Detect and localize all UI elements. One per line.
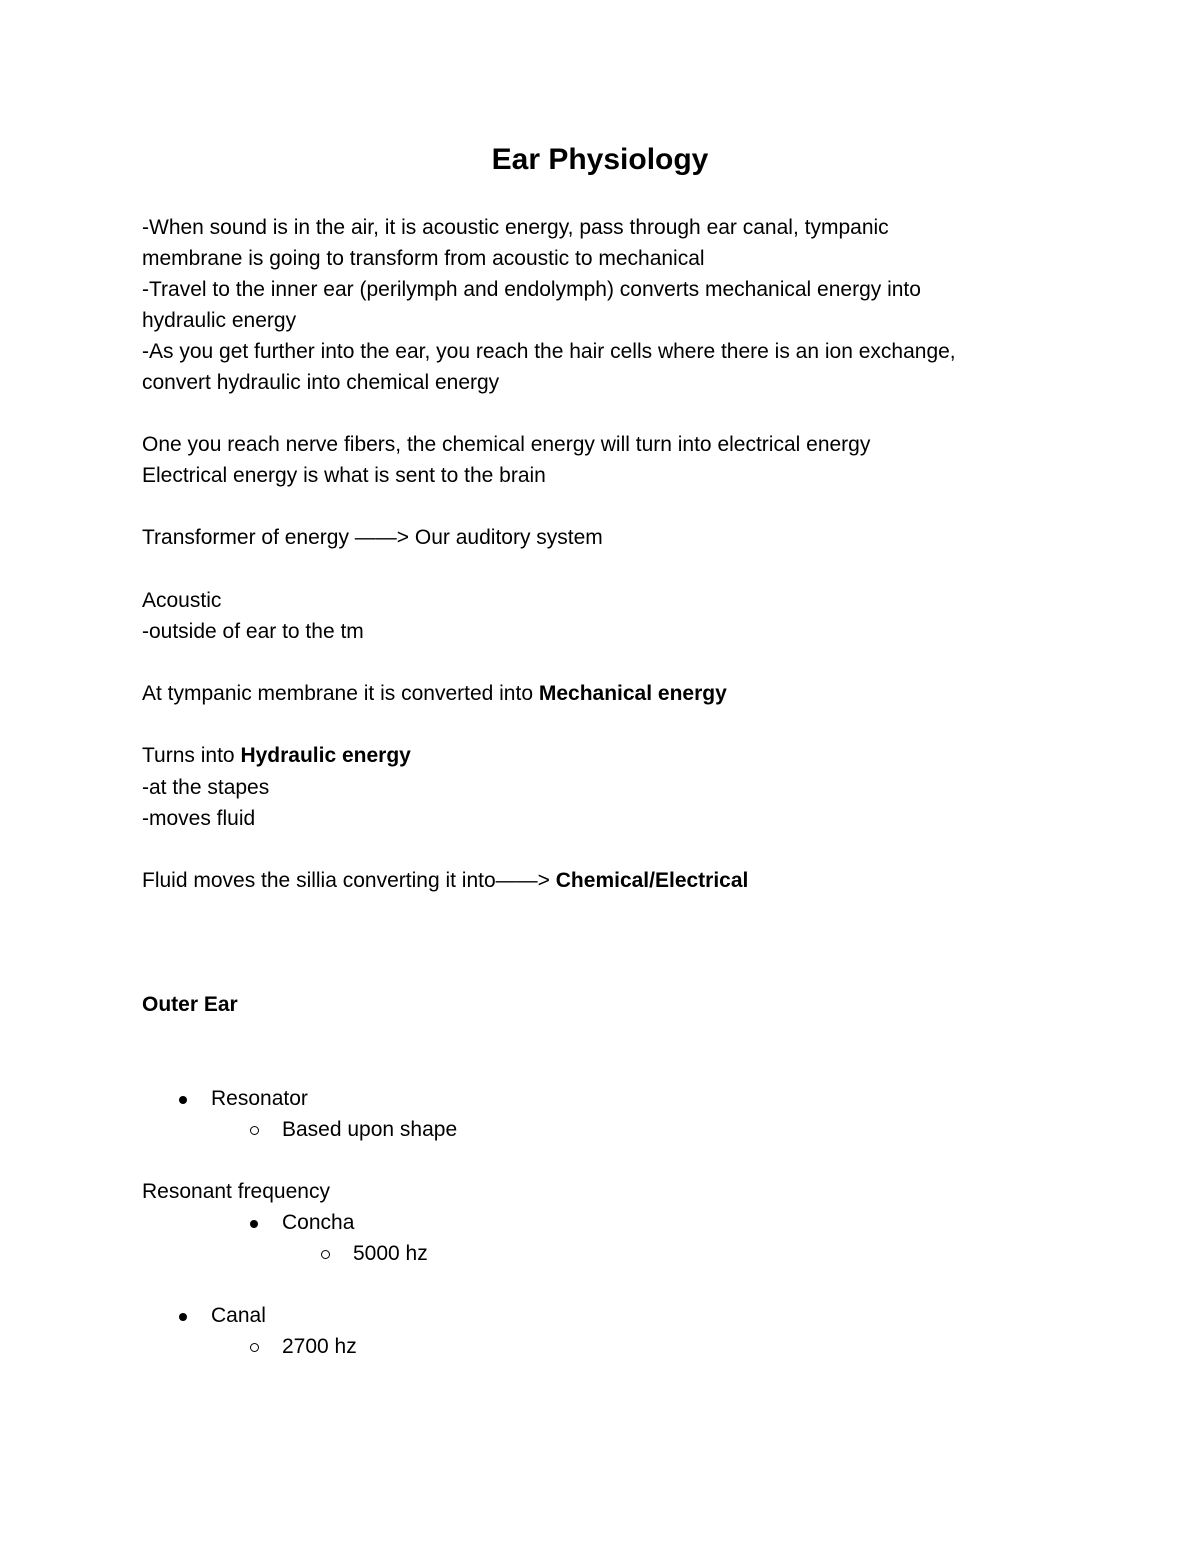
- bullet-dot-icon: [179, 1096, 187, 1104]
- paragraph-line: -As you get further into the ear, you reach the hair cells where there is an ion exchange,: [142, 340, 956, 363]
- list-item: [176, 1300, 576, 1331]
- sub-list-item: [247, 1114, 647, 1145]
- bullet-circle-icon: [250, 1126, 259, 1135]
- paragraph-line: One you reach nerve fibers, the chemical energy will turn into electrical energy: [142, 433, 871, 456]
- chemical-prefix: Fluid moves the sillia converting it into——>: [142, 869, 556, 892]
- chemical-line: [142, 865, 748, 896]
- sub-list-item-label: 5000 hz: [353, 1242, 428, 1265]
- list-item: [176, 1083, 576, 1114]
- paragraph-line: Transformer of energy ——> Our auditory system: [142, 526, 603, 549]
- paragraph-line: Acoustic: [142, 589, 222, 612]
- paragraph-line: Electrical energy is what is sent to the brain: [142, 464, 546, 487]
- resonant-frequency-label: Resonant frequency: [142, 1180, 330, 1203]
- hydraulic-line: [142, 740, 411, 771]
- mechanical-prefix: At tympanic membrane it is converted into: [142, 682, 539, 705]
- list-item-label: Canal: [211, 1304, 266, 1327]
- paragraph-line: -When sound is in the air, it is acoustic energy, pass through ear canal, tympanic: [142, 216, 889, 239]
- sub-list-item: [247, 1331, 647, 1362]
- chemical-bold: Chemical/Electrical: [555, 869, 749, 892]
- paragraph-line: -outside of ear to the tm: [142, 620, 364, 643]
- paragraph-line: -Travel to the inner ear (perilymph and endolymph) converts mechanical energy into: [142, 278, 921, 301]
- sub-list-item-label: Based upon shape: [282, 1118, 458, 1141]
- sub-list-item-label: 2700 hz: [282, 1335, 357, 1358]
- sub-list-item: [318, 1238, 718, 1269]
- bullet-dot-icon: [250, 1220, 258, 1228]
- mechanical-line: [142, 678, 727, 709]
- bullet-dot-icon: [179, 1313, 187, 1321]
- hydraulic-bold: Hydraulic energy: [240, 744, 411, 767]
- paragraph-line: -moves fluid: [142, 807, 256, 830]
- list-item-label: Concha: [282, 1211, 355, 1234]
- hydraulic-prefix: Turns into: [142, 744, 241, 767]
- paragraph-line: -at the stapes: [142, 776, 270, 799]
- page-title: Ear Physiology: [491, 143, 709, 176]
- list-item: [247, 1207, 647, 1238]
- paragraph-line: hydraulic energy: [142, 309, 297, 332]
- list-item-label: Resonator: [211, 1087, 308, 1110]
- mechanical-bold: Mechanical energy: [538, 682, 727, 705]
- bullet-circle-icon: [250, 1343, 259, 1352]
- paragraph-line: membrane is going to transform from acoustic to mechanical: [142, 247, 705, 270]
- bullet-circle-icon: [321, 1250, 330, 1259]
- paragraph-line: convert hydraulic into chemical energy: [142, 371, 500, 394]
- outer-ear-heading: Outer Ear: [142, 993, 238, 1016]
